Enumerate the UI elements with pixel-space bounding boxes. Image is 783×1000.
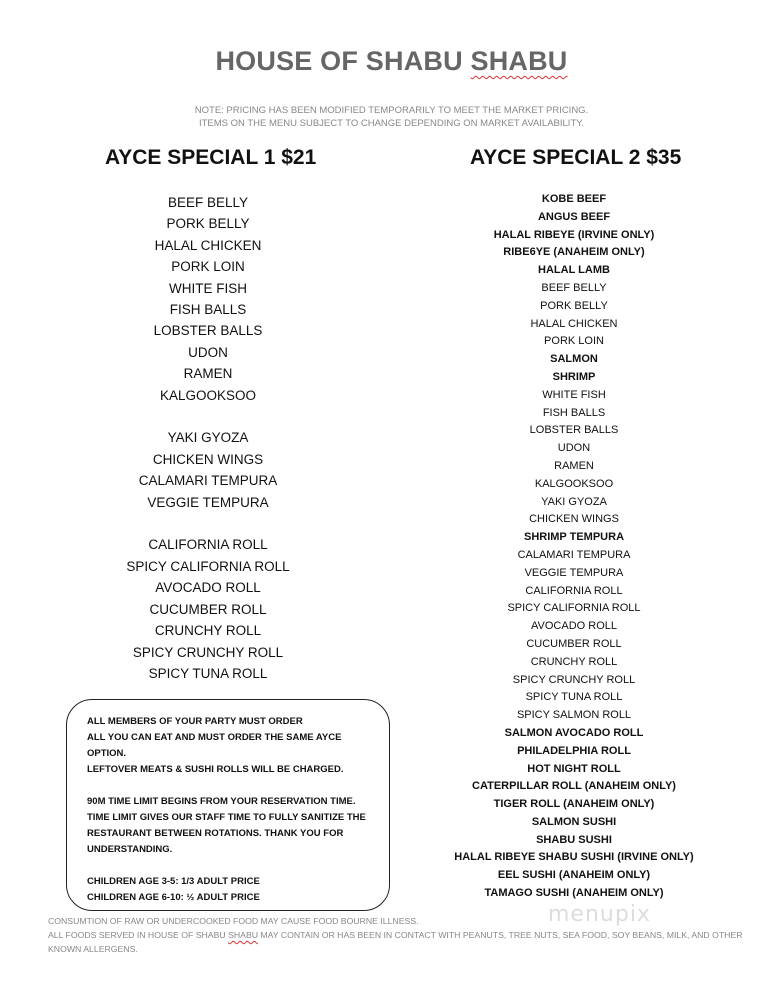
menu-item: SALMON SUSHI	[531, 815, 617, 828]
rules-line: CHILDREN AGE 6-10: ½ ADULT PRICE	[87, 892, 260, 903]
menu-item: KOBE BEEF	[541, 193, 607, 205]
menu-item: SHRIMP TEMPURA	[523, 531, 625, 544]
rules-line: RESTAURANT BETWEEN ROTATIONS. THANK YOU FOR	[87, 828, 344, 839]
menu-item: SPICY CRUNCHY ROLL	[132, 644, 284, 660]
menu-item: HALAL RIBEYE SHABU SUSHI (IRVINE ONLY)	[454, 851, 694, 864]
menu-item: SPICY TUNA ROLL	[148, 665, 268, 681]
menu-item: PORK BELLY	[540, 299, 608, 312]
rules-ordering	[87, 714, 379, 778]
menu-item: RIBE6YE (ANAHEIM ONLY)	[503, 246, 645, 259]
menu-item: CALAMARI TEMPURA	[517, 548, 631, 561]
rules-line: OPTION.	[87, 748, 127, 759]
special-1-title: AYCE SPECIAL 1 $21	[105, 146, 317, 169]
note-line-1: NOTE: PRICING HAS BEEN MODIFIED TEMPORARILY TO MEET THE MARKET PRICING.	[194, 105, 589, 116]
footer-line-2	[48, 928, 748, 942]
menu-item: WHITE FISH	[169, 280, 247, 296]
rules-box	[66, 699, 390, 911]
menu-item: SPICY TUNA ROLL	[525, 691, 623, 704]
page-title	[0, 46, 783, 77]
special-2-title: AYCE SPECIAL 2 $35	[470, 146, 682, 169]
group-spacer	[88, 406, 328, 427]
footer-line-2c: MAY CONTAIN OR HAS BEEN IN CONTACT WITH PEANUTS, TREE NUTS, SEA FOOD, SOY BEANS, MILK, AND OTHER	[258, 930, 743, 940]
menu-item: BEEF BELLY	[167, 195, 249, 210]
menu-item: UDON	[188, 344, 228, 360]
menu-item: LOBSTER BALLS	[529, 424, 619, 437]
rules-line: ALL YOU CAN EAT AND MUST ORDER THE SAME AYCE	[87, 732, 342, 743]
rules-children-pricing	[87, 874, 379, 906]
menu-item: AVOCADO ROLL	[155, 580, 261, 596]
rules-line: UNDERSTANDING.	[87, 844, 173, 855]
menu-item: AVOCADO ROLL	[531, 620, 617, 633]
rules-line: ALL MEMBERS OF YOUR PARTY MUST ORDER	[87, 716, 303, 727]
menu-item: SALMON AVOCADO ROLL	[504, 726, 644, 739]
menu-item: KALGOOKSOO	[534, 477, 614, 490]
allergen-footer	[48, 914, 748, 956]
menu-item: HALAL RIBEYE (IRVINE ONLY)	[493, 228, 655, 241]
menu-item: CHICKEN WINGS	[529, 513, 619, 526]
menu-item: ANGUS BEEF	[537, 210, 611, 223]
rules-time-limit	[87, 794, 379, 858]
menu-item: VEGGIE TEMPURA	[147, 494, 269, 510]
menu-item: EEL SUSHI (ANAHEIM ONLY)	[497, 869, 651, 882]
menu-item: CALIFORNIA ROLL	[525, 584, 623, 597]
menu-item: RAMEN	[554, 459, 594, 472]
menu-item: CRUNCHY ROLL	[154, 623, 262, 639]
menu-item: TIGER ROLL (ANAHEIM ONLY)	[493, 798, 655, 811]
note-line-2: ITEMS ON THE MENU SUBJECT TO CHANGE DEPENDING ON MARKET AVAILABILITY.	[198, 118, 584, 129]
menu-item: HALAL CHICKEN	[530, 317, 618, 330]
menu-item: SALMON	[550, 353, 598, 366]
title-prefix: HOUSE OF SHABU	[215, 46, 471, 76]
menu-item: FISH BALLS	[542, 406, 606, 419]
menu-item: PORK LOIN	[171, 259, 245, 275]
menu-item: KALGOOKSOO	[159, 387, 257, 403]
menu-item: CUCUMBER ROLL	[149, 601, 267, 617]
menu-item: FISH BALLS	[169, 302, 247, 318]
menu-item: CALIFORNIA ROLL	[148, 537, 268, 553]
menu-item: VEGGIE TEMPURA	[524, 566, 624, 579]
menu-item: SPICY SALMON ROLL	[516, 709, 632, 722]
menu-item: HALAL LAMB	[538, 264, 610, 277]
footer-line-3: KNOWN ALLERGENS.	[48, 944, 138, 954]
rules-line: CHILDREN AGE 3-5: 1/3 ADULT PRICE	[87, 876, 260, 887]
special-2-menu-list	[448, 191, 700, 903]
menu-item: UDON	[557, 442, 591, 455]
menu-item: SHRIMP	[552, 370, 596, 383]
footer-line-2b: SHABU	[228, 930, 259, 940]
footer-line-1: CONSUMTION OF RAW OR UNDERCOOKED FOOD MAY CAUSE FOOD BOURNE ILLNESS.	[48, 916, 419, 926]
menu-item: LOBSTER BALLS	[153, 323, 263, 339]
pricing-note	[0, 104, 783, 130]
menu-item: RAMEN	[183, 366, 233, 382]
rules-line: LEFTOVER MEATS & SUSHI ROLLS WILL BE CHARGED.	[87, 764, 344, 775]
menu-item: TAMAGO SUSHI (ANAHEIM ONLY)	[484, 887, 664, 900]
menu-item: HALAL CHICKEN	[154, 237, 262, 253]
menu-item: PORK LOIN	[544, 335, 604, 348]
special-1-menu-list	[88, 192, 328, 684]
menu-item: YAKI GYOZA	[541, 495, 607, 508]
rules-line: 90M TIME LIMIT BEGINS FROM YOUR RESERVATION TIME.	[87, 796, 356, 807]
menu-item: CATERPILLAR ROLL (ANAHEIM ONLY)	[472, 780, 676, 793]
rules-line: TIME LIMIT GIVES OUR STAFF TIME TO FULLY SANITIZE THE	[87, 812, 366, 823]
menu-item: HOT NIGHT ROLL	[527, 762, 621, 775]
group-spacer	[88, 513, 328, 534]
menu-item: CUCUMBER ROLL	[526, 637, 622, 650]
menu-item: CHICKEN WINGS	[152, 451, 264, 467]
menu-item: YAKI GYOZA	[167, 430, 249, 446]
menupix-watermark: menupix	[548, 902, 651, 927]
menu-item: WHITE FISH	[542, 388, 606, 401]
menu-item: BEEF BELLY	[541, 281, 607, 294]
menu-item: SHABU SUSHI	[536, 833, 612, 846]
menu-item: SPICY CALIFORNIA ROLL	[507, 602, 641, 615]
footer-line-2a: ALL FOODS SERVED IN HOUSE OF SHABU	[48, 930, 229, 940]
menu-item: PHILADELPHIA ROLL	[517, 744, 631, 757]
menu-item: SPICY CALIFORNIA ROLL	[126, 558, 290, 574]
menu-item: CALAMARI TEMPURA	[138, 473, 278, 489]
title-suffix: SHABU	[470, 46, 568, 76]
menu-item: PORK BELLY	[166, 216, 250, 232]
menu-item: SPICY CRUNCHY ROLL	[512, 673, 636, 686]
menu-item: CRUNCHY ROLL	[530, 655, 618, 668]
